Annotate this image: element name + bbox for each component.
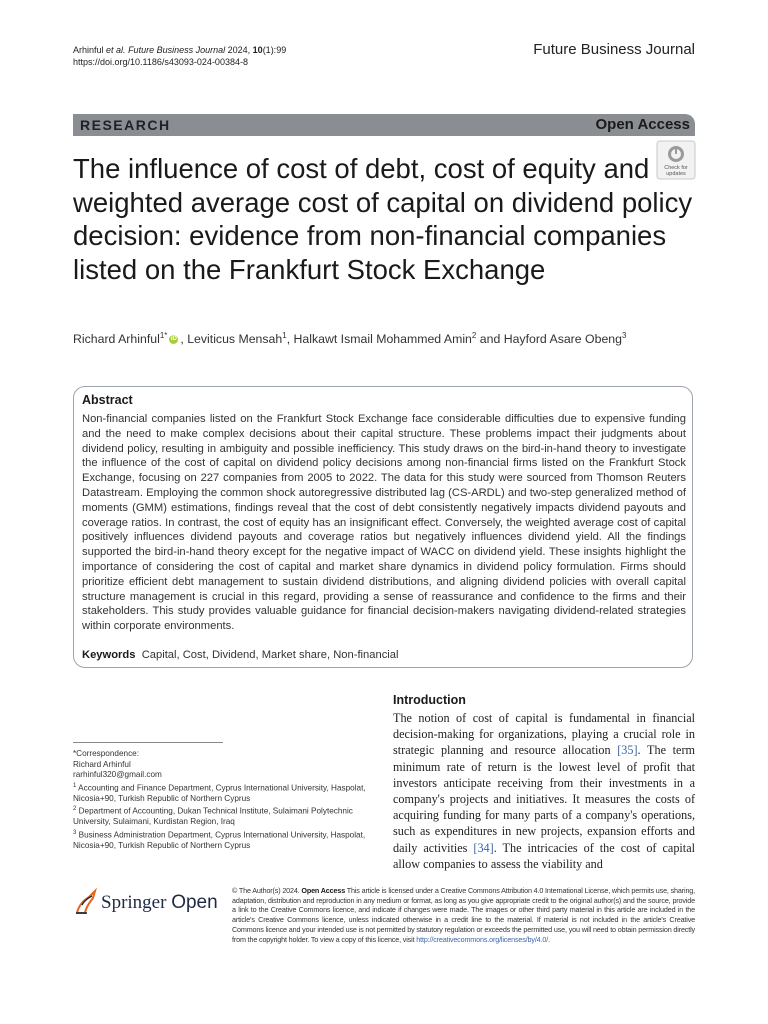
open-access-label: Open Access [595,116,690,133]
abstract-heading: Abstract [82,393,133,407]
springer-open-logo [73,887,223,919]
journal-name: Future Business Journal [533,41,695,58]
keywords-label: Keywords [82,649,136,661]
author-name[interactable]: Hayford Asare Obeng [503,332,622,347]
affiliation-1: $^1$ Accounting and Finance Department, Cyprus International University, Haspolat, Nicosia+90, Turkish Republic of Northern Cyprus [73,782,366,803]
svg-text:updates: updates [666,171,686,177]
springer-name: Springer [101,892,167,913]
springer-horse-icon [73,887,99,917]
author-list: Richard Arhinful$^{1*}$ iD , Leviticus Mensah$^1$, Halkawt Ismail Mohammed Amin$^2$ and Hayford Asare Obeng$^3$ [73,331,627,347]
correspondence-email[interactable]: rarhinful320@gmail.com [73,770,162,779]
check-updates-icon [656,140,696,180]
license-link[interactable]: http://creativecommons.org/licenses/by/4.0/ [416,934,549,944]
keywords-line [82,649,399,661]
article-title: The influence of cost of debt, cost of equity and weighted average cost of capital on dividend policy decision: evidence from non-financial companies listed on the Frankfurt Stock Exchange [73,153,693,285]
orcid-icon[interactable]: iD [170,336,177,343]
affiliation-3: $^3$ Business Administration Department, Cyprus International University, Haspolat, Nicosia+90, Turkish Republic of Northern Cyprus [73,829,366,851]
abstract-box [73,386,693,668]
check-for-updates-badge[interactable] [656,140,696,180]
reference-link[interactable]: [34] [473,840,494,855]
introduction-heading: Introduction [393,693,466,707]
abstract-text: Non-financial companies listed on the Frankfurt Stock Exchange face considerable difficulties due to expensive funding and the need to make complex decisions about their capital structure. These problems impact their judgments about dividend policy, resulting in ambiguity and possible inefficiency. This study draws on the bird-in-hand theory to investigate the influence of the cost of capital on dividend policy decisions among non-financial firms listed on the Frankfurt Stock Exchange, focusing on 227 companies from 2005 to 2022. The data for this study were sourced from Thomson Reuters Datastream. Employing the common shock autoregressive distributed lag (CS-ARDL) and two-step generalized method of moments (GMM) estimations, findings reveal that the cost of debt consistently negatively impacts dividend payouts and coverage ratios. In contrast, the cost of equity has an insignificant effect. Conversely, the weighted average cost of capital positively influences dividend payouts and coverage ratios but negatively influences dividend yield. All the findings supported the bird-in-hand theory except for the negative impact of WACC on dividend yield. These insights highlight the importance of considering the cost of capital and market share dynamics in dividend policy formulation. Firms should prioritize efficient debt management to sustain dividend distributions, and aligning dividend policies with overall capital structure management is crucial in this regard, providing a sense of reassurance and confidence to the firms and their stakeholders. This study provides valuable guidance for financial decision-makers navigating dividend-related strategies within corporate environments. [82,413,686,633]
svg-text:Check for: Check for [664,165,688,171]
author-name[interactable]: Richard Arhinful [73,332,160,347]
springer-open-name: Open [171,892,218,913]
correspondence-block [73,749,373,852]
footnote-divider [73,742,223,743]
affiliation-2: $^2$ Department of Accounting, Dukan Technical Institute, Sulaimani Polytechnic University, Sulaimani, Kurdistan Region, Iraq [73,806,353,827]
keywords-list: Capital, Cost, Dividend, Market share, Non-financial [141,649,399,661]
correspondence-name: Richard Arhinful [73,759,131,769]
reference-link[interactable]: [35] [617,743,638,758]
license-text: © The Author(s) 2024. Open Access This article is licensed under a Creative Commons Attribution 4.0 International License, which permits use, sharing, adaptation, distribution and reproduction in any medium or format, as long as you give appropriate credit to the original author(s) and the source, provide a link to the Creative Commons licence, and indicate if changes were made. The images or other third party material in this article are included in the article's Creative Commons licence, unless indicated otherwise in a credit line to the material. If material is not included in the article's Creative Commons licence and your intended use is not permitted by statutory regulation or exceeds the permitted use, you will need to obtain permission directly from the copyright holder. To view a copy of this licence, visit http://creativecommons.org/licenses/by/4.0/. [232,886,695,944]
doi-link[interactable]: https://doi.org/10.1186/s43093-024-00384-8 [73,57,248,67]
article-type-label: RESEARCH [80,117,171,133]
introduction-text: The notion of cost of capital is fundamental in financial decision-making for organizations, playing a crucial role in strategic planning and resource allocation [35]. The term minimum rate of return is the lowest level of profit that investors anticipate receiving from their investments in a company's projects and initiatives. It measures the costs of acquiring funding for many parts of a company's operations, such as expenditures in new projects, expansion efforts and daily activities [34]. The intricacies of the cost of capital allow companies to assess the viability and [393,711,696,871]
article-type-banner [73,114,695,136]
author-name[interactable]: Halkawt Ismail Mohammed Amin [293,332,472,347]
author-name[interactable]: Leviticus Mensah [187,332,283,347]
correspondence-label: *Correspondence: [73,749,139,758]
citation-line: Arhinful et al. Future Business Journal 2024, 10(1):99 [73,45,287,55]
